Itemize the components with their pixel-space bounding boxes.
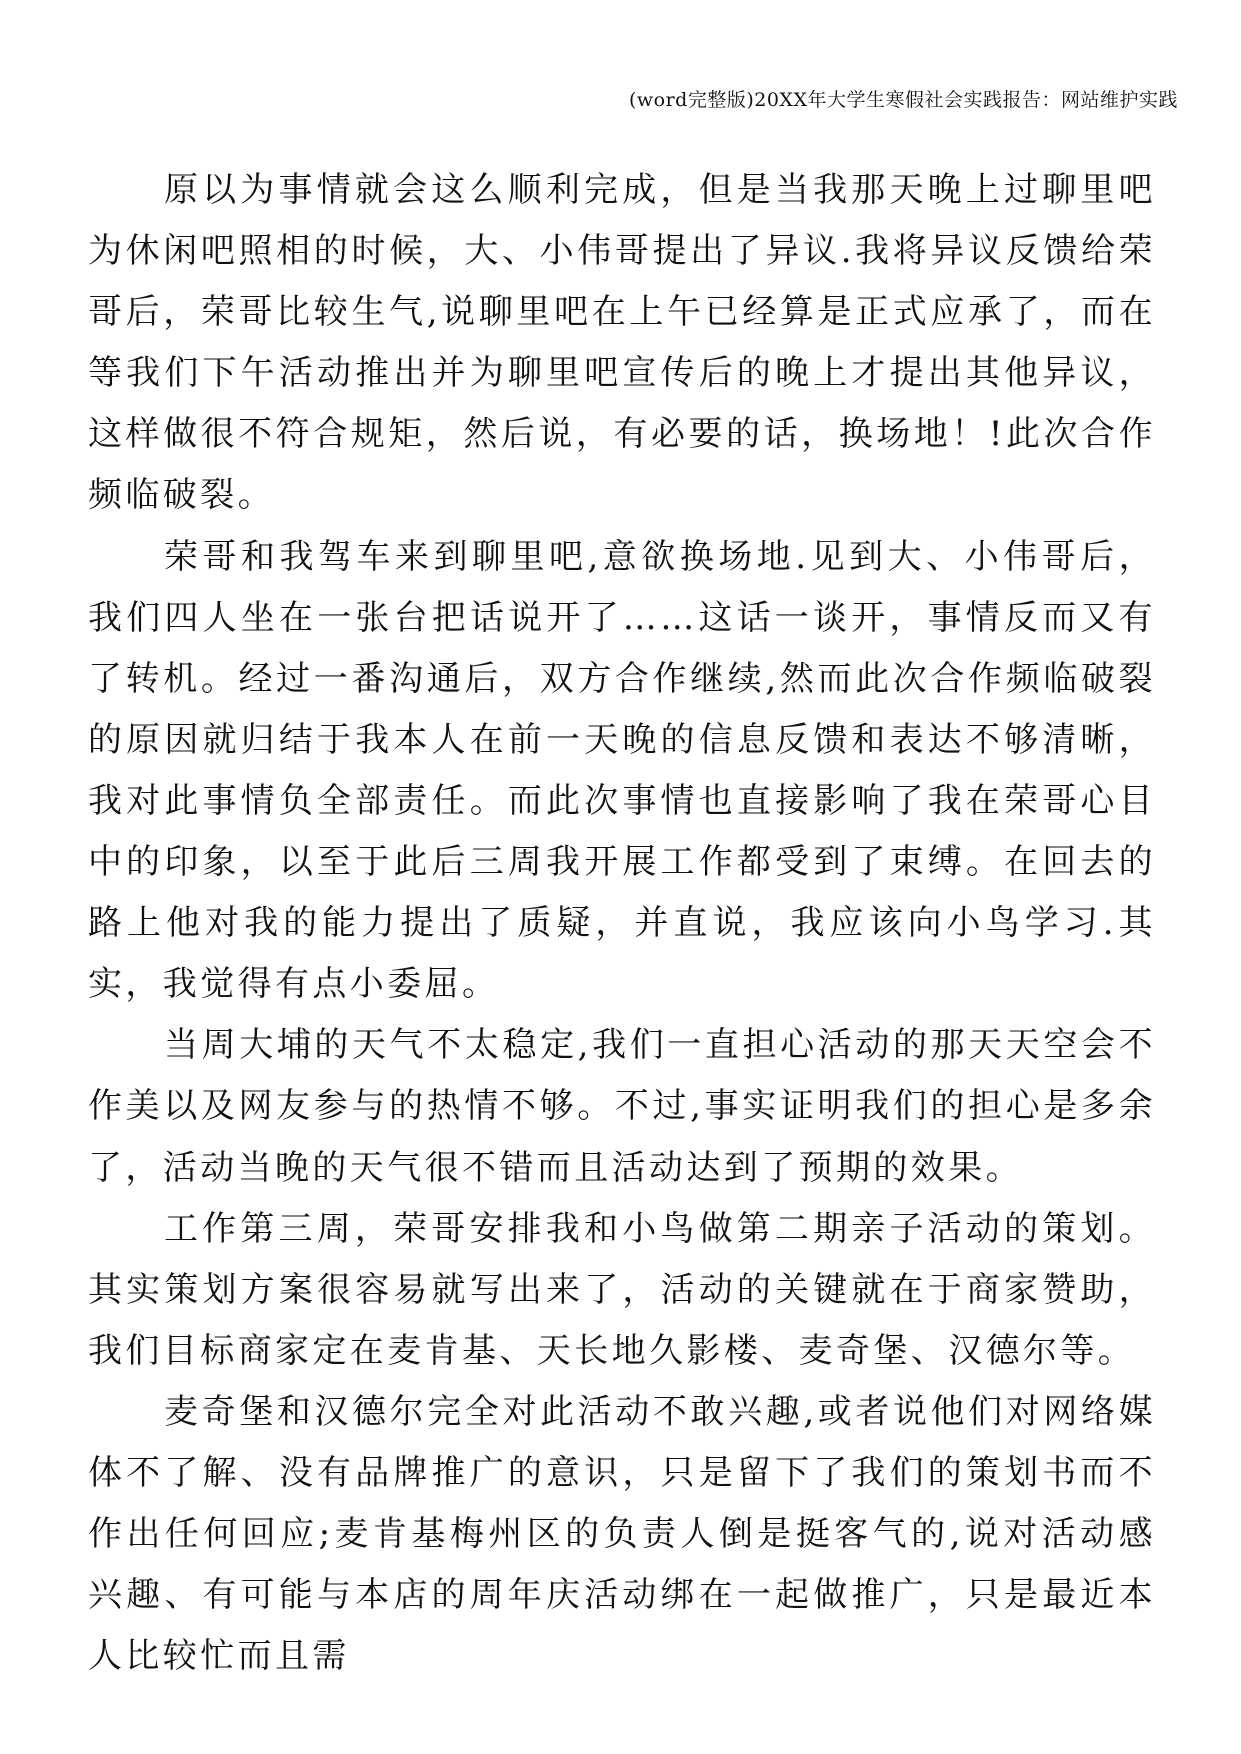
paragraph: 荣哥和我驾车来到聊里吧,意欲换场地.见到大、小伟哥后，我们四人坐在一张台把话说开了……这话一谈开，事情反而又有了转机。经过一番沟通后，双方合作继续,然而此次合作频临破裂的原因就归结于我本人在前一天晚的信息反馈和表达不够清晰，我对此事情负全部责任。而此次事情也直接影响了我在荣哥心目中的印象，以至于此后三周我开展工作都受到了束缚。在回去的路上他对我的能力提出了质疑，并直说，我应该向小鸟学习.其实，我觉得有点小委屈。 — [88, 536, 1156, 1005]
paragraph: 当周大埔的天气不太稳定,我们一直担心活动的那天天空会不作美以及网友参与的热情不够。不过,事实证明我们的担心是多余了，活动当晚的天气很不错而且活动达到了预期的效果。 — [88, 1025, 1156, 1188]
body-text — [88, 160, 1156, 1687]
paragraph: 麦奇堡和汉德尔完全对此活动不敢兴趣,或者说他们对网络媒体不了解、没有品牌推广的意识，只是留下了我们的策划书而不作出任何回应;麦肯基梅州区的负责人倒是挺客气的,说对活动感兴趣、有可能与本店的周年庆活动绑在一起做推广，只是最近本人比较忙而且需 — [88, 1391, 1156, 1677]
paragraph: 工作第三周，荣哥安排我和小鸟做第二期亲子活动的策划。其实策划方案很容易就写出来了，活动的关键就在于商家赞助，我们目标商家定在麦肯基、天长地久影楼、麦奇堡、汉德尔等。 — [88, 1208, 1156, 1371]
paragraph: 原以为事情就会这么顺利完成，但是当我那天晚上过聊里吧为休闲吧照相的时候，大、小伟哥提出了异议.我将异议反馈给荣哥后，荣哥比较生气,说聊里吧在上午已经算是正式应承了，而在等我们下午活动推出并为聊里吧宣传后的晚上才提出其他异议，这样做很不符合规矩，然后说，有必要的话，换场地！!此次合作频临破裂。 — [88, 170, 1156, 516]
running-header: (word完整版)20XX年大学生寒假社会实践报告：网站维护实践 — [628, 89, 1178, 111]
